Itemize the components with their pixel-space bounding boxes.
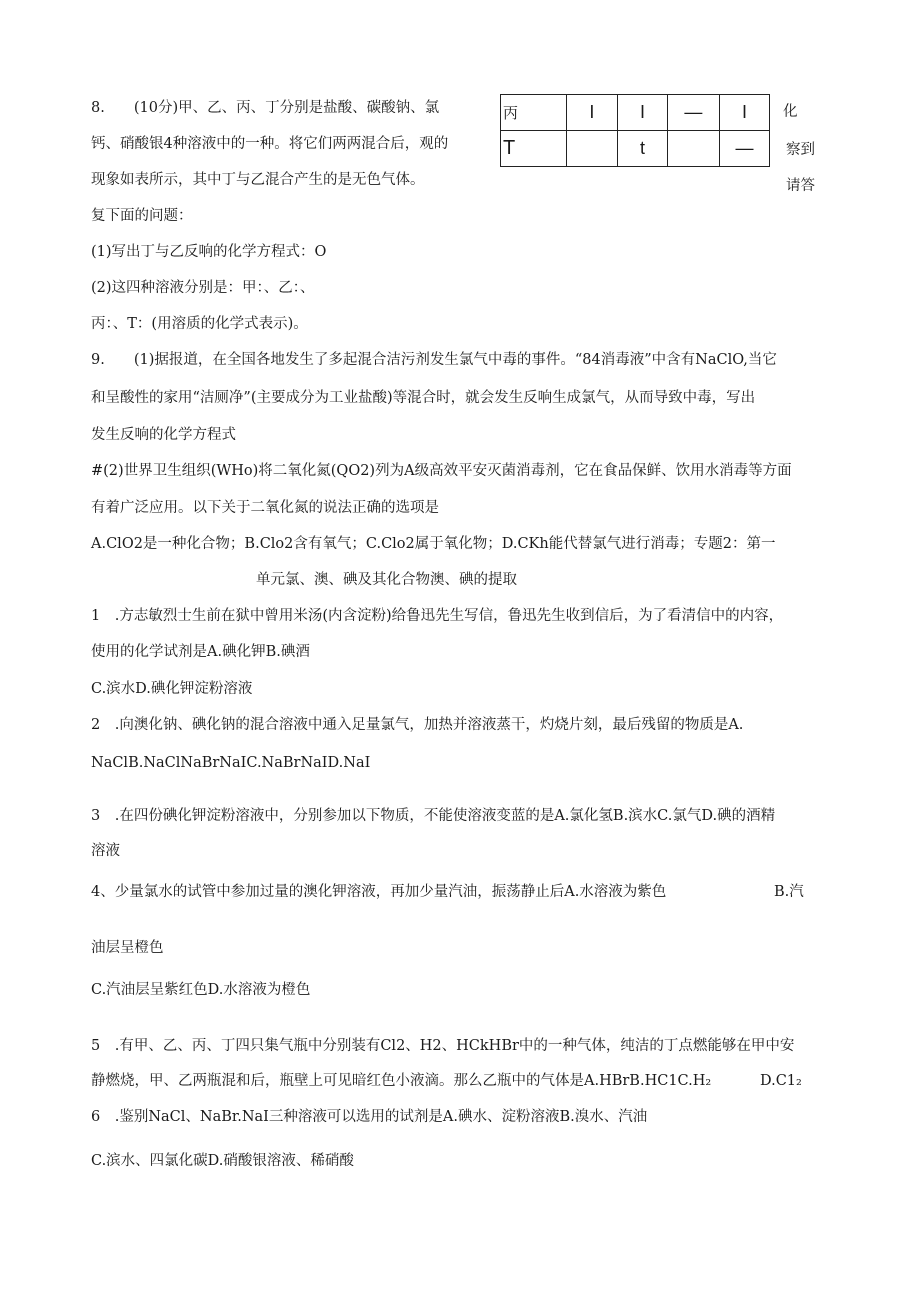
q8-line-5: (1)写出丁与乙反响的化学方程式：O [91, 244, 327, 260]
q9-line-4: #(2)世界卫生组织(WHo)将二氧化氮(QO2)列为A级高效平安灭菌消毒剂，它在食品保鲜、饮用水消毒等方面 [91, 463, 792, 479]
table-cell: 丙 [501, 95, 567, 131]
table-row [501, 95, 770, 131]
q5-line-2-option-d: D.C1₂ [760, 1073, 802, 1089]
q8-line-4: 复下面的问题： [91, 208, 193, 224]
table-row [501, 131, 770, 167]
q4-line-2: 油层呈橙色 [91, 940, 164, 956]
table-cell [566, 131, 618, 167]
q8-line-1: 8. (10分)甲、乙、丙、丁分别是盐酸、碳酸钠、氯 [91, 100, 440, 116]
table-cell: I [566, 95, 618, 131]
q4-line-3: C.汽油层呈紫红色D.水溶液为橙色 [91, 982, 311, 998]
q3-line-2: 溶液 [91, 843, 120, 859]
q8-line-3: 现象如表所示，其中丁与乙混合产生的是无色气体。 [91, 172, 425, 188]
q6-line-2: C.滨水、四氯化碳D.硝酸银溶液、稀硝酸 [91, 1153, 354, 1169]
table-cell: T [501, 131, 567, 167]
table-cell: I [719, 95, 769, 131]
q8-line-2: 钙、硝酸银4种溶液中的一种。将它们两两混合后，观的 [91, 136, 449, 152]
q9-line-1: 9. (1)据报道，在全国各地发生了多起混合洁污剂发生氯气中毒的事件。“84消毒液”中含有NaClO,当它 [91, 352, 777, 368]
table-side-text-3: 请答 [786, 178, 815, 194]
table-side-text-2: 察到 [786, 142, 815, 158]
table-cell [667, 131, 719, 167]
q4-line-1-option-b: B.汽 [774, 884, 804, 900]
q2-line-1: 2 .向澳化钠、碘化钠的混合溶液中通入足量氯气，加热并溶液蒸干，灼烧片刻，最后残留的物质是A. [91, 717, 744, 733]
q9-line-5: 有着广泛应用。以下关于二氧化氮的说法正确的选项是 [91, 500, 439, 516]
q5-line-2: 静燃烧，甲、乙两瓶混和后，瓶壁上可见暗红色小液滴。那么乙瓶中的气体是A.HBrB.HC1C.H₂ [91, 1073, 712, 1089]
q1-line-1: 1 .方志敏烈士生前在狱中曾用米汤(内含淀粉)给鲁迅先生写信，鲁迅先生收到信后，为了看清信中的内容， [91, 608, 784, 624]
q1-line-3: C.滨水D.碘化钾淀粉溶液 [91, 681, 253, 697]
q5-line-1: 5 .有甲、乙、丙、丁四只集气瓶中分别装有Cl2、H2、HCkHBr中的一种气体，纯洁的丁点燃能够在甲中安 [91, 1038, 795, 1054]
q1-line-2: 使用的化学试剂是A.碘化钾B.碘酒 [91, 644, 310, 660]
section-title: 单元氯、澳、碘及其化合物澳、碘的提取 [256, 572, 517, 588]
q6-line-1: 6 .鉴别NaCl、NaBr.NaI三种溶液可以选用的试剂是A.碘水、淀粉溶液B.溴水、汽油 [91, 1109, 648, 1125]
table-cell: — [719, 131, 769, 167]
table-cell: I [618, 95, 668, 131]
q9-line-3: 发生反响的化学方程式 [91, 427, 236, 443]
q9-line-6: A.ClO2是一种化合物；B.Clo2含有氧气；C.Clo2属于氧化物；D.CKh能代替氯气进行消毒；专题2：第一 [91, 536, 776, 552]
q4-line-1: 4、少量氯水的试管中参加过量的澳化钾溶液，再加少量汽油，振荡静止后A.水溶液为紫色 [91, 884, 667, 900]
table-side-text-1: 化 [783, 104, 798, 120]
q8-line-6: (2)这四种溶液分别是：甲：、乙：、 [91, 280, 315, 296]
q8-line-7: 丙：、T：(用溶质的化学式表示)。 [91, 316, 308, 332]
q9-line-2: 和呈酸性的家用“洁厕净”(主要成分为工业盐酸)等混合时，就会发生反响生成氯气，从而导致中毒，写出 [91, 390, 756, 406]
q2-line-2: NaClB.NaClNaBrNaIC.NaBrNaID.NaI [91, 755, 371, 771]
table-cell: t [618, 131, 668, 167]
observation-table [500, 94, 770, 167]
q3-line-1: 3 .在四份碘化钾淀粉溶液中，分别参加以下物质，不能使溶液变蓝的是A.氯化氢B.滨水C.氯气D.碘的酒精 [91, 808, 776, 824]
table-cell: — [667, 95, 719, 131]
